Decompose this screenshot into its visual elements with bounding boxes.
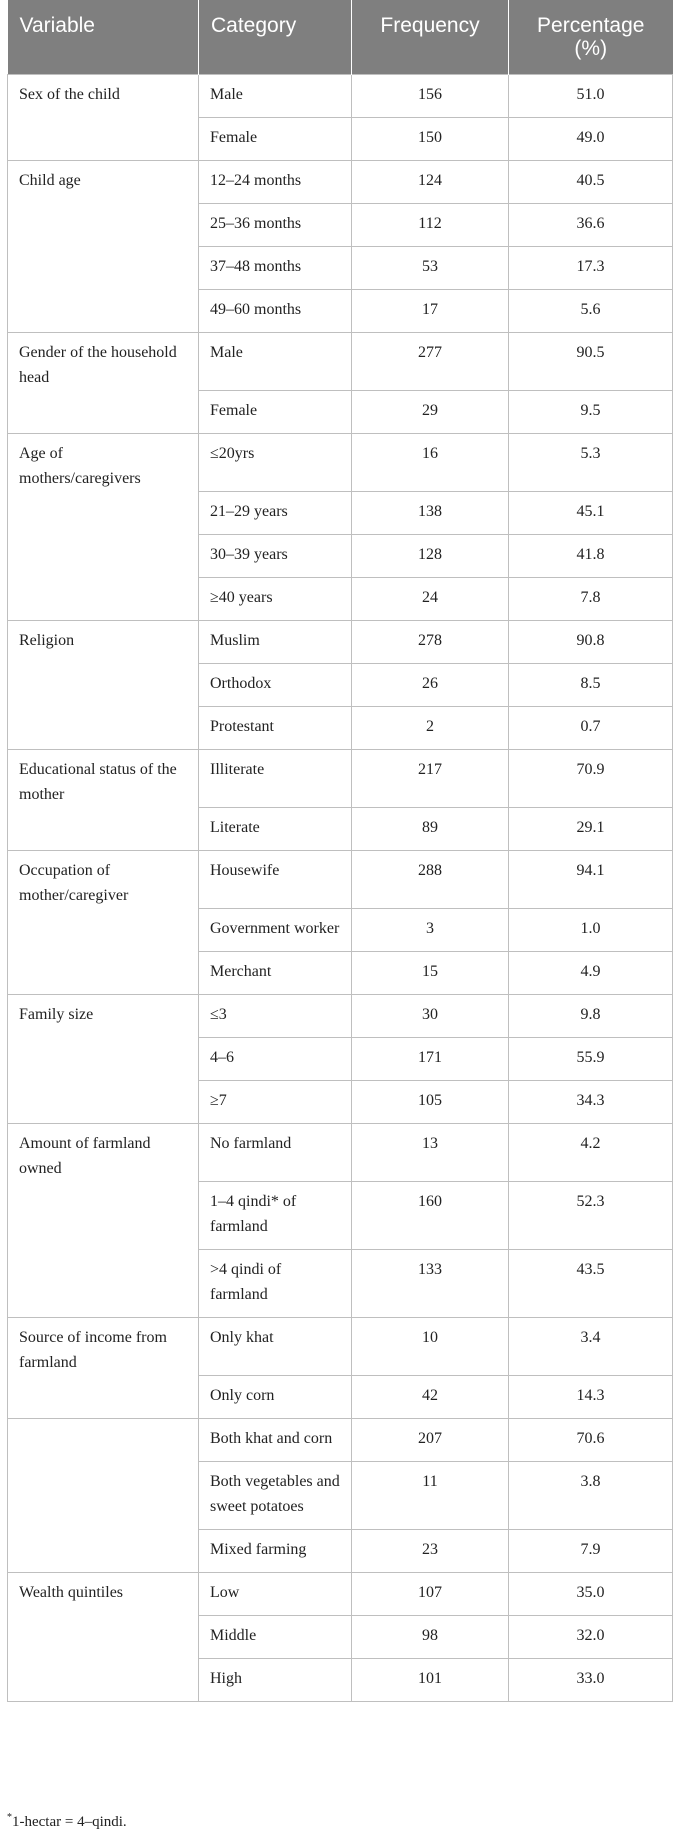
category-cell: Male bbox=[199, 332, 352, 390]
variable-cell: Wealth quintiles bbox=[8, 1572, 199, 1701]
frequency-cell: 101 bbox=[352, 1658, 509, 1701]
variable-cell: Occupation of mother/caregiver bbox=[8, 850, 199, 994]
percentage-cell: 7.9 bbox=[509, 1529, 673, 1572]
header-category: Category bbox=[199, 0, 352, 74]
variable-cell bbox=[8, 1418, 199, 1572]
header-percentage: Percentage (%) bbox=[509, 0, 673, 74]
table-footnote bbox=[7, 1808, 127, 1832]
variable-cell: Family size bbox=[8, 994, 199, 1123]
category-cell: 37–48 months bbox=[199, 246, 352, 289]
percentage-cell: 9.8 bbox=[509, 994, 673, 1037]
percentage-cell: 4.2 bbox=[509, 1123, 673, 1181]
percentage-cell: 70.9 bbox=[509, 749, 673, 807]
frequency-cell: 30 bbox=[352, 994, 509, 1037]
category-cell: Illiterate bbox=[199, 749, 352, 807]
category-cell: Merchant bbox=[199, 951, 352, 994]
category-cell: ≤20yrs bbox=[199, 433, 352, 491]
category-cell: ≥40 years bbox=[199, 577, 352, 620]
percentage-cell: 90.8 bbox=[509, 620, 673, 663]
table-header bbox=[8, 0, 673, 74]
category-cell: Male bbox=[199, 74, 352, 117]
frequency-cell: 24 bbox=[352, 577, 509, 620]
frequency-cell: 207 bbox=[352, 1418, 509, 1461]
table-row bbox=[8, 433, 673, 491]
frequency-cell: 16 bbox=[352, 433, 509, 491]
frequency-cell: 128 bbox=[352, 534, 509, 577]
percentage-cell: 3.4 bbox=[509, 1317, 673, 1375]
percentage-cell: 52.3 bbox=[509, 1181, 673, 1249]
table-row bbox=[8, 1572, 673, 1615]
frequency-cell: 53 bbox=[352, 246, 509, 289]
frequency-cell: 278 bbox=[352, 620, 509, 663]
footnote-marker: * bbox=[7, 1812, 12, 1823]
percentage-cell: 29.1 bbox=[509, 807, 673, 850]
header-variable: Variable bbox=[8, 0, 199, 74]
percentage-cell: 8.5 bbox=[509, 663, 673, 706]
percentage-cell: 94.1 bbox=[509, 850, 673, 908]
percentage-cell: 3.8 bbox=[509, 1461, 673, 1529]
category-cell: Both vegetables and sweet potatoes bbox=[199, 1461, 352, 1529]
frequency-cell: 2 bbox=[352, 706, 509, 749]
percentage-cell: 36.6 bbox=[509, 203, 673, 246]
variable-cell: Religion bbox=[8, 620, 199, 749]
percentage-cell: 4.9 bbox=[509, 951, 673, 994]
table-row bbox=[8, 994, 673, 1037]
frequency-cell: 26 bbox=[352, 663, 509, 706]
category-cell: Government worker bbox=[199, 908, 352, 951]
category-cell: Housewife bbox=[199, 850, 352, 908]
table-body bbox=[8, 74, 673, 1701]
frequency-cell: 288 bbox=[352, 850, 509, 908]
category-cell: Protestant bbox=[199, 706, 352, 749]
table-row bbox=[8, 74, 673, 117]
percentage-cell: 0.7 bbox=[509, 706, 673, 749]
percentage-cell: 1.0 bbox=[509, 908, 673, 951]
variable-cell: Educational status of the mother bbox=[8, 749, 199, 850]
frequency-cell: 98 bbox=[352, 1615, 509, 1658]
table-row bbox=[8, 1317, 673, 1375]
frequency-cell: 3 bbox=[352, 908, 509, 951]
table-row bbox=[8, 749, 673, 807]
table-row bbox=[8, 850, 673, 908]
frequency-cell: 105 bbox=[352, 1080, 509, 1123]
footnote-text: 1-hectar = 4–qindi. bbox=[12, 1814, 127, 1830]
percentage-cell: 55.9 bbox=[509, 1037, 673, 1080]
header-row bbox=[8, 0, 673, 74]
category-cell: Low bbox=[199, 1572, 352, 1615]
frequency-cell: 23 bbox=[352, 1529, 509, 1572]
percentage-cell: 45.1 bbox=[509, 491, 673, 534]
category-cell: 12–24 months bbox=[199, 160, 352, 203]
category-cell: Literate bbox=[199, 807, 352, 850]
table-row bbox=[8, 1418, 673, 1461]
category-cell: 25–36 months bbox=[199, 203, 352, 246]
frequency-cell: 107 bbox=[352, 1572, 509, 1615]
frequency-cell: 277 bbox=[352, 332, 509, 390]
frequency-cell: 112 bbox=[352, 203, 509, 246]
table-row bbox=[8, 160, 673, 203]
table-row bbox=[8, 332, 673, 390]
category-cell: 4–6 bbox=[199, 1037, 352, 1080]
frequency-cell: 160 bbox=[352, 1181, 509, 1249]
frequency-cell: 89 bbox=[352, 807, 509, 850]
frequency-cell: 150 bbox=[352, 117, 509, 160]
category-cell: High bbox=[199, 1658, 352, 1701]
percentage-cell: 33.0 bbox=[509, 1658, 673, 1701]
percentage-cell: 7.8 bbox=[509, 577, 673, 620]
category-cell: Middle bbox=[199, 1615, 352, 1658]
percentage-cell: 49.0 bbox=[509, 117, 673, 160]
category-cell: >4 qindi of farmland bbox=[199, 1249, 352, 1317]
percentage-cell: 14.3 bbox=[509, 1375, 673, 1418]
percentage-cell: 5.6 bbox=[509, 289, 673, 332]
frequency-cell: 171 bbox=[352, 1037, 509, 1080]
percentage-cell: 51.0 bbox=[509, 74, 673, 117]
percentage-cell: 70.6 bbox=[509, 1418, 673, 1461]
variable-cell: Sex of the child bbox=[8, 74, 199, 160]
percentage-cell: 35.0 bbox=[509, 1572, 673, 1615]
percentage-cell: 90.5 bbox=[509, 332, 673, 390]
table-row bbox=[8, 1123, 673, 1181]
frequency-cell: 29 bbox=[352, 390, 509, 433]
frequency-cell: 15 bbox=[352, 951, 509, 994]
variable-cell: Gender of the household head bbox=[8, 332, 199, 433]
percentage-cell: 17.3 bbox=[509, 246, 673, 289]
frequency-cell: 17 bbox=[352, 289, 509, 332]
category-cell: ≥7 bbox=[199, 1080, 352, 1123]
category-cell: 30–39 years bbox=[199, 534, 352, 577]
frequency-cell: 133 bbox=[352, 1249, 509, 1317]
variable-cell: Age of mothers/caregivers bbox=[8, 433, 199, 620]
percentage-cell: 40.5 bbox=[509, 160, 673, 203]
variable-cell: Source of income from farmland bbox=[8, 1317, 199, 1418]
frequency-cell: 156 bbox=[352, 74, 509, 117]
frequency-cell: 124 bbox=[352, 160, 509, 203]
frequency-cell: 13 bbox=[352, 1123, 509, 1181]
category-cell: ≤3 bbox=[199, 994, 352, 1037]
category-cell: Both khat and corn bbox=[199, 1418, 352, 1461]
percentage-cell: 9.5 bbox=[509, 390, 673, 433]
percentage-cell: 32.0 bbox=[509, 1615, 673, 1658]
category-cell: Female bbox=[199, 390, 352, 433]
category-cell: Orthodox bbox=[199, 663, 352, 706]
category-cell: 1–4 qindi* of farmland bbox=[199, 1181, 352, 1249]
category-cell: Mixed farming bbox=[199, 1529, 352, 1572]
frequency-cell: 10 bbox=[352, 1317, 509, 1375]
data-table-container bbox=[7, 0, 672, 1702]
frequency-cell: 138 bbox=[352, 491, 509, 534]
variable-cell: Amount of farmland owned bbox=[8, 1123, 199, 1317]
frequency-cell: 42 bbox=[352, 1375, 509, 1418]
percentage-cell: 43.5 bbox=[509, 1249, 673, 1317]
percentage-cell: 41.8 bbox=[509, 534, 673, 577]
percentage-cell: 5.3 bbox=[509, 433, 673, 491]
category-cell: 49–60 months bbox=[199, 289, 352, 332]
table-row bbox=[8, 620, 673, 663]
category-cell: 21–29 years bbox=[199, 491, 352, 534]
header-frequency: Frequency bbox=[352, 0, 509, 74]
percentage-cell: 34.3 bbox=[509, 1080, 673, 1123]
category-cell: Muslim bbox=[199, 620, 352, 663]
category-cell: No farmland bbox=[199, 1123, 352, 1181]
category-cell: Female bbox=[199, 117, 352, 160]
category-cell: Only khat bbox=[199, 1317, 352, 1375]
category-cell: Only corn bbox=[199, 1375, 352, 1418]
variable-cell: Child age bbox=[8, 160, 199, 332]
frequency-cell: 217 bbox=[352, 749, 509, 807]
sociodemographic-table bbox=[7, 0, 673, 1702]
frequency-cell: 11 bbox=[352, 1461, 509, 1529]
